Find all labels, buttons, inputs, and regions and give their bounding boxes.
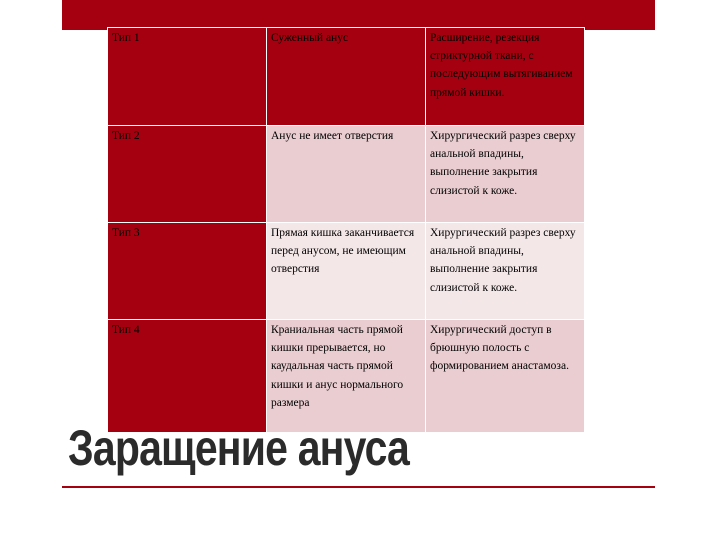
table-row (108, 223, 585, 320)
title-underline (62, 486, 655, 488)
treatment-cell: Хирургический разрез сверху анальной впадины, выполнение закрытия слизистой к коже. (426, 126, 585, 223)
treatment-cell: Хирургический разрез сверху анальной впадины, выполнение закрытия слизистой к коже. (426, 223, 585, 320)
treatment-cell: Расширение, резекция стриктурной ткани, с последующим вытягиванием прямой кишки. (426, 28, 585, 126)
description-cell: Суженный анус (267, 28, 426, 126)
top-banner (62, 0, 655, 30)
table-row (108, 126, 585, 223)
type-cell: Тип 3 (108, 223, 267, 320)
description-cell: Прямая кишка заканчивается перед анусом, не имеющим отверстия (267, 223, 426, 320)
table-row (108, 320, 585, 433)
atresia-types-table (107, 27, 585, 433)
slide-title: Заращение ануса (68, 420, 410, 476)
type-cell: Тип 1 (108, 28, 267, 126)
table-row (108, 28, 585, 126)
type-cell: Тип 4 (108, 320, 267, 433)
type-cell: Тип 2 (108, 126, 267, 223)
treatment-cell: Хирургический доступ в брюшную полость с формированием анастамоза. (426, 320, 585, 433)
description-cell: Анус не имеет отверстия (267, 126, 426, 223)
description-cell: Краниальная часть прямой кишки прерывается, но каудальная часть прямой кишки и анус нормального размера (267, 320, 426, 433)
